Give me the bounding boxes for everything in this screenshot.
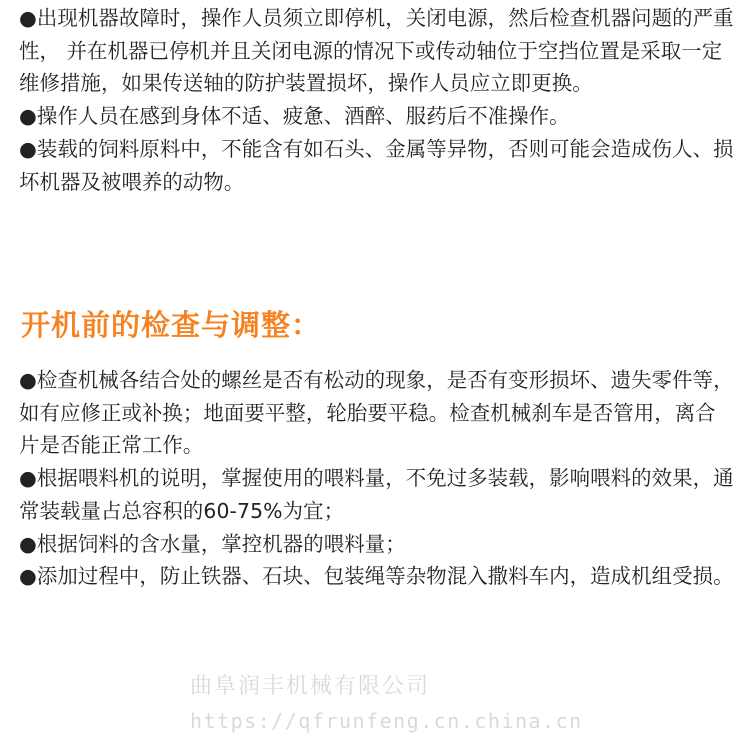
intro-section [19,2,734,198]
checks-section [19,364,734,593]
paragraph-machine-fault: ●出现机器故障时，操作人员须立即停机，关闭电源，然后检查机器问题的严重性， 并在机器已停机并且关闭电源的情况下或传动轴位于空挡位置是采取一定维修措施，如果传送轴的防护装置损坏，操作人员应立即更换。 [19,6,734,96]
section-heading: 开机前的检查与调整： [21,308,322,342]
paragraph-moisture: ●根据饲料的含水量，掌控机器的喂料量； [19,531,406,556]
paragraph-feed-amount: ●根据喂料机的说明，掌握使用的喂料量，不免过多装载，影响喂料的效果，通常装载量占总容积的60-75%为宜； [19,466,734,523]
paragraph-operator-condition: ●操作人员在感到身体不适、疲惫、酒醉、服药后不准操作。 [19,104,570,129]
paragraph-foreign-objects: ●装载的饲料原料中，不能含有如石头、金属等异物，否则可能会造成伤人、损坏机器及被喂养的动物。 [19,136,734,194]
paragraph-check-screws: ●检查机械各结合处的螺丝是否有松动的现象，是否有变形损坏、遗失零件等，如有应修正或补换；地面要平整，轮胎要平稳。检查机械刹车是否管用，离合片是否能正常工作。 [19,368,734,458]
paragraph-debris: ●添加过程中，防止铁器、石块、包装绳等杂物混入撒料车内，造成机组受损。 [19,564,734,589]
watermark-url: https://qfrunfeng.cn.china.cn [190,709,583,733]
watermark-company: 曲阜润丰机械有限公司 [190,674,431,699]
